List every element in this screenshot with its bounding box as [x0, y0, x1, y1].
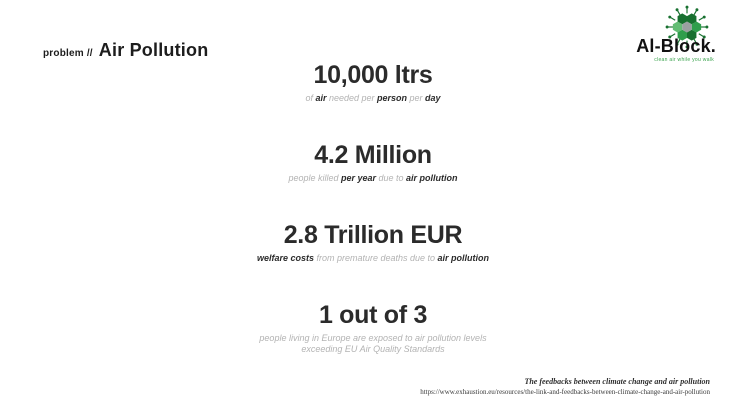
logo-wordmark: Al-Block. [636, 36, 716, 56]
stat-air-volume [158, 60, 588, 140]
stat-subtitle: people killed per year due to air pollution [288, 173, 458, 183]
stat-subtitle: people living in Europe are exposed to air pollution levels exceeding EU Air Quality Standards [259, 333, 487, 354]
stats-section [158, 60, 588, 380]
source-title: The feedbacks between climate change and air pollution [524, 377, 710, 386]
stat-value: 4.2 Million [314, 141, 432, 169]
kicker-label: problem // [43, 48, 93, 59]
stat-deaths [158, 140, 588, 220]
page-title: Air Pollution [98, 40, 209, 60]
stat-value: 1 out of 3 [318, 301, 428, 329]
stat-value: 10,000 ltrs [313, 61, 433, 89]
header [43, 40, 208, 61]
stat-welfare-costs [158, 220, 588, 300]
footer-source [420, 377, 710, 396]
stat-value: 2.8 Trillion EUR [283, 221, 463, 249]
stat-subtitle: welfare costs from premature deaths due to air pollution [256, 253, 490, 263]
stat-subtitle: of air needed per person per day [305, 93, 441, 103]
source-url: https://www.exhaustion.eu/resources/the-link-and-feedbacks-between-climate-change-and-air-pollution [420, 388, 710, 396]
stat-exposure-ratio [158, 300, 588, 380]
logo-tagline: clean air while you walk [654, 57, 714, 63]
